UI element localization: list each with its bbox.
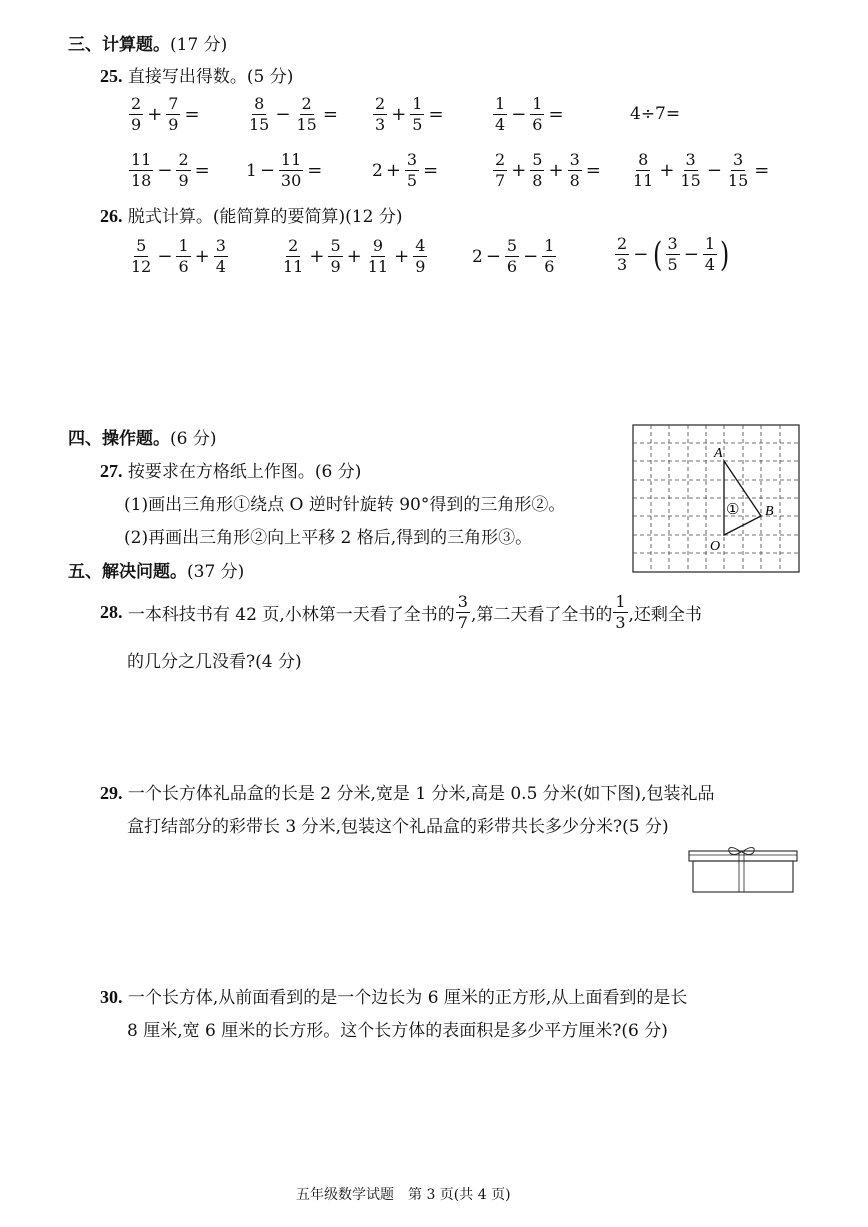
section-3-heading	[68, 30, 227, 55]
gift-box-figure	[686, 843, 800, 895]
expr-26-2: $\frac{2}{11}$ + $\frac{5}{9}$ + $\frac{9}{11}$ + $\frac{4}{9}$	[283, 236, 426, 276]
question-28-line1: 28. 一本科技书有 42 页,小林第一天看了全书的 $\frac{3}{7}$ ,第二天看了全书的 $\frac{1}{3}$ ,还剩全书	[100, 592, 702, 632]
expr-25-9: $\frac{2}{7}$ + $\frac{5}{8}$ + $\frac{3}{8}$ =	[495, 150, 601, 190]
expr-25-2: $\frac{8}{15}$ − $\frac{2}{15}$ =	[249, 94, 338, 134]
expr-26-3: 2 − $\frac{5}{6}$ − $\frac{1}{6}$	[472, 236, 555, 276]
question-27-sub1: (1)画出三角形①绕点 O 逆时针旋转 90°得到的三角形②。	[124, 495, 566, 515]
point-o-label: O	[710, 539, 721, 554]
question-25	[100, 62, 293, 87]
expr-25-5: 4÷7=	[630, 104, 681, 124]
point-b-label: B	[765, 504, 774, 519]
question-25-text: 直接写出得数。(5 分)	[127, 67, 294, 87]
question-29-number: 29.	[100, 783, 123, 803]
question-30-line1: 30. 一个长方体,从前面看到的是一个边长为 6 厘米的正方形,从上面看到的是长	[100, 987, 688, 1008]
question-26-number: 26.	[100, 206, 123, 226]
point-a-label: A	[714, 446, 723, 461]
question-30-number: 30.	[100, 987, 123, 1007]
grid-figure	[632, 424, 800, 574]
expr-25-1: $\frac{2}{9}$ + $\frac{7}{9}$ =	[131, 94, 200, 134]
section-4-points: (6 分)	[170, 429, 217, 449]
expr-25-8: 2 + $\frac{3}{5}$ =	[372, 150, 439, 190]
section-3-title: 三、计算题。	[68, 35, 170, 55]
expr-25-3: $\frac{2}{3}$ + $\frac{1}{5}$ =	[375, 94, 444, 134]
expr-26-1: $\frac{5}{12}$ − $\frac{1}{6}$ + $\frac{3}{4}$	[131, 236, 226, 276]
question-29-line2: 盒打结部分的彩带长 3 分米,包装这个礼品盒的彩带共长多少分米?(5 分)	[127, 817, 669, 837]
question-27-sub2: (2)再画出三角形②向上平移 2 格后,得到的三角形③。	[124, 528, 533, 548]
question-28-number: 28.	[100, 602, 123, 622]
expr-25-7: 1 − $\frac{11}{30}$ =	[246, 150, 323, 190]
triangle-1-label: ①	[726, 500, 740, 518]
question-28-line2: 的几分之几没看?(4 分)	[127, 652, 302, 672]
expr-25-10: $\frac{8}{11}$ + $\frac{3}{15}$ − $\frac{3}{15}$ =	[633, 150, 770, 190]
section-4-title: 四、操作题。	[68, 429, 170, 449]
question-25-number: 25.	[100, 66, 123, 86]
section-5-heading	[68, 557, 244, 582]
section-4-heading	[68, 424, 216, 449]
question-29-line1: 29. 一个长方体礼品盒的长是 2 分米,宽是 1 分米,高是 0.5 分米(如下图),包装礼品	[100, 783, 715, 804]
page-footer: 五年级数学试题 第 3 页(共 4 页)	[296, 1187, 511, 1203]
question-27-text: 按要求在方格纸上作图。(6 分)	[127, 462, 362, 482]
question-26	[100, 202, 402, 227]
question-30-line2: 8 厘米,宽 6 厘米的长方形。这个长方体的表面积是多少平方厘米?(6 分)	[127, 1021, 668, 1041]
section-3-points: (17 分)	[170, 35, 228, 55]
section-5-points: (37 分)	[187, 562, 245, 582]
question-27	[100, 457, 361, 482]
expr-25-4: $\frac{1}{4}$ − $\frac{1}{6}$ =	[495, 94, 564, 134]
question-27-number: 27.	[100, 461, 123, 481]
expr-26-4: $\frac{2}{3}$ − ( $\frac{3}{5}$ − $\frac{1}{4}$ )	[617, 234, 730, 275]
question-26-text: 脱式计算。(能简算的要简算)(12 分)	[127, 207, 403, 227]
section-5-title: 五、解决问题。	[68, 562, 187, 582]
expr-25-6: $\frac{11}{18}$ − $\frac{2}{9}$ =	[131, 150, 210, 190]
